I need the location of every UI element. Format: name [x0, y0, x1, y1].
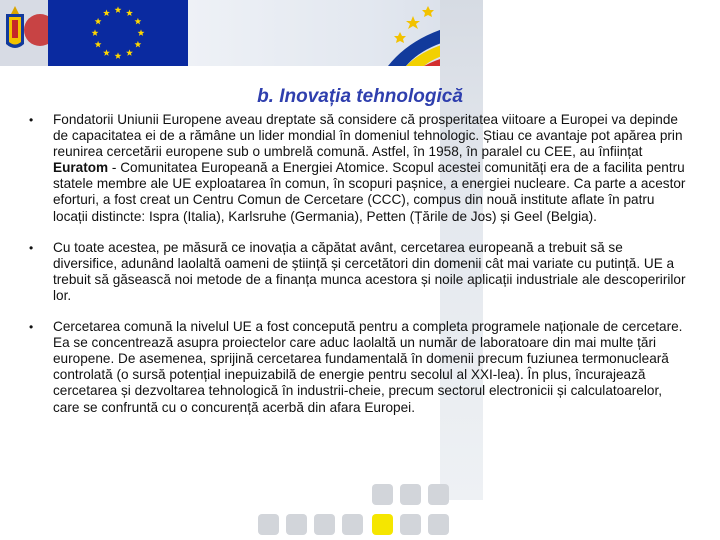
deco-square [342, 514, 363, 535]
bullet-dot-icon: • [29, 240, 34, 255]
eu-star-icon [103, 49, 110, 56]
eu-star-icon [115, 6, 122, 13]
deco-square [372, 484, 393, 505]
slide-title: b. Inovația tehnologică [257, 86, 463, 107]
header-ribbon [188, 0, 483, 66]
bullet-dot-icon: • [29, 113, 34, 127]
deco-square [400, 484, 421, 505]
eu-star-icon [95, 41, 102, 48]
deco-square [314, 514, 335, 535]
eu-star-icon [138, 29, 145, 36]
eu-flag-icon [48, 0, 188, 66]
deco-square-yellow [372, 514, 393, 535]
eu-star-icon [115, 52, 122, 59]
deco-square [428, 514, 449, 535]
list-item [22, 112, 687, 225]
bullet-dot-icon: • [29, 320, 34, 335]
romania-coat-of-arms-icon [0, 0, 48, 66]
bullet-text: Cercetarea comună la nivelul UE a fost concepută pentru a completa programele naționale de cercetare. Ea se concentrează asupra proiectelor care aduc laolaltă un număr de laboratoare din mai multe țări europene. De asemenea, sprijină cercetarea fundamentală în domenii precum fuziunea termonucleară controlată (o sursă potențial inepuizabilă de energie pentru secolul al XXI-lea). În plus, încurajează cercetarea și dezvoltarea tehnologică în industrii-cheie, precum sectorul electronicii și calculatoarelor, care se confruntă cu o concurență acerbă din afara Europei. [53, 319, 683, 415]
deco-square [428, 484, 449, 505]
deco-square [286, 514, 307, 535]
header-banner [0, 0, 483, 66]
eu-star-icon [134, 41, 141, 48]
bullet-text: Fondatorii Uniunii Europene aveau dreptate să considere că prosperitatea viitoare a Europei va depinde de capacitatea ei de a rămâne un lider mondial în domeniul tehnologic. Știau ce avantaje pot apărea prin reunirea cercetării europene sub o umbrelă comună. Astfel, în 1958, în paralel cu CEE, au înființat Euratom - Comunitatea Europeană a Energiei Atomice. Scopul acestei comunități era de a facilita pentru statele membre ale UE exploatarea în comun, în scopuri pașnice, a energiei nucleare. Ca parte a acestor eforturi, a fost creat un Centru Comun de Cercetare (CCC), compus din nouă institute aflate în patru locații distincte: Ispra (Italia), Karlsruhe (Germania), Petten (Țările de Jos) și Geel (Belgia). [53, 112, 686, 224]
eu-star-icon [92, 29, 99, 36]
euratom-term: Euratom [53, 160, 109, 176]
eu-star-icon [126, 9, 133, 16]
eu-star-icon [126, 49, 133, 56]
bullet-text: Cu toate acestea, pe măsură ce inovația a căpătat avânt, cercetarea europeană a trebuit să se diversifice, adunând laolaltă oameni de știință și cercetători din domenii cât mai variate cu putință. UE a trebuit să găsească noi metode de a finanța munca acestora și noile aplicații industriale ale descoperirilor lor. [53, 239, 686, 303]
eu-star-icon [103, 9, 110, 16]
list-item [22, 240, 687, 304]
deco-square [400, 514, 421, 535]
eu-star-icon [134, 18, 141, 25]
bullet-list [22, 112, 687, 431]
list-item [22, 319, 687, 416]
deco-square [258, 514, 279, 535]
eu-star-icon [95, 18, 102, 25]
